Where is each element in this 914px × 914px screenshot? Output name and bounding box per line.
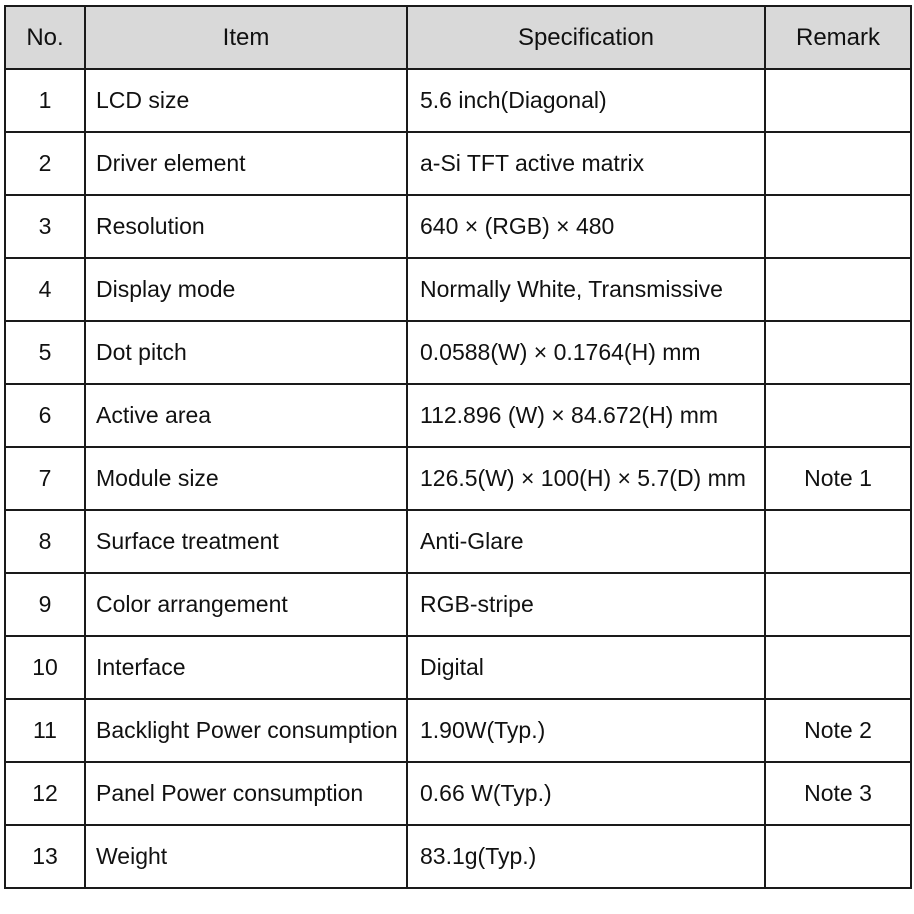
- cell-remark: [765, 636, 911, 699]
- cell-no: 9: [5, 573, 85, 636]
- cell-item: Weight: [85, 825, 407, 888]
- table-row: [5, 573, 911, 636]
- header-specification: Specification: [407, 6, 765, 69]
- cell-no: 13: [5, 825, 85, 888]
- cell-item: Surface treatment: [85, 510, 407, 573]
- cell-item: Module size: [85, 447, 407, 510]
- cell-no: 11: [5, 699, 85, 762]
- cell-specification: Normally White, Transmissive: [407, 258, 765, 321]
- cell-specification: 0.66 W(Typ.): [407, 762, 765, 825]
- table-row: [5, 321, 911, 384]
- table-row: [5, 825, 911, 888]
- table-header-row: [5, 6, 911, 69]
- specification-table: [4, 5, 912, 889]
- table-row: [5, 636, 911, 699]
- cell-specification: 112.896 (W) × 84.672(H) mm: [407, 384, 765, 447]
- cell-remark: [765, 573, 911, 636]
- cell-specification: Anti-Glare: [407, 510, 765, 573]
- cell-item: Backlight Power consumption: [85, 699, 407, 762]
- cell-no: 1: [5, 69, 85, 132]
- cell-item: Active area: [85, 384, 407, 447]
- cell-remark: [765, 384, 911, 447]
- cell-remark: Note 2: [765, 699, 911, 762]
- cell-specification: 5.6 inch(Diagonal): [407, 69, 765, 132]
- cell-specification: 83.1g(Typ.): [407, 825, 765, 888]
- cell-remark: [765, 510, 911, 573]
- cell-specification: a-Si TFT active matrix: [407, 132, 765, 195]
- table-row: [5, 762, 911, 825]
- cell-specification: 640 × (RGB) × 480: [407, 195, 765, 258]
- cell-no: 3: [5, 195, 85, 258]
- cell-no: 2: [5, 132, 85, 195]
- cell-no: 7: [5, 447, 85, 510]
- cell-no: 12: [5, 762, 85, 825]
- header-remark: Remark: [765, 6, 911, 69]
- table-row: [5, 195, 911, 258]
- cell-specification: RGB-stripe: [407, 573, 765, 636]
- cell-item: Color arrangement: [85, 573, 407, 636]
- cell-specification: Digital: [407, 636, 765, 699]
- cell-remark: Note 3: [765, 762, 911, 825]
- cell-no: 4: [5, 258, 85, 321]
- table-row: [5, 69, 911, 132]
- cell-item: Resolution: [85, 195, 407, 258]
- cell-remark: [765, 195, 911, 258]
- cell-specification: 1.90W(Typ.): [407, 699, 765, 762]
- table-row: [5, 132, 911, 195]
- cell-item: Driver element: [85, 132, 407, 195]
- cell-remark: [765, 69, 911, 132]
- table-row: [5, 258, 911, 321]
- header-item: Item: [85, 6, 407, 69]
- table-row: [5, 384, 911, 447]
- cell-remark: [765, 258, 911, 321]
- cell-item: LCD size: [85, 69, 407, 132]
- table-row: [5, 699, 911, 762]
- cell-item: Display mode: [85, 258, 407, 321]
- cell-remark: Note 1: [765, 447, 911, 510]
- cell-remark: [765, 825, 911, 888]
- cell-item: Interface: [85, 636, 407, 699]
- cell-remark: [765, 132, 911, 195]
- cell-item: Dot pitch: [85, 321, 407, 384]
- cell-specification: 0.0588(W) × 0.1764(H) mm: [407, 321, 765, 384]
- cell-item: Panel Power consumption: [85, 762, 407, 825]
- table-body: [5, 69, 911, 888]
- header-no: No.: [5, 6, 85, 69]
- cell-no: 6: [5, 384, 85, 447]
- cell-remark: [765, 321, 911, 384]
- table-row: [5, 510, 911, 573]
- cell-no: 5: [5, 321, 85, 384]
- cell-specification: 126.5(W) × 100(H) × 5.7(D) mm: [407, 447, 765, 510]
- table-row: [5, 447, 911, 510]
- cell-no: 8: [5, 510, 85, 573]
- cell-no: 10: [5, 636, 85, 699]
